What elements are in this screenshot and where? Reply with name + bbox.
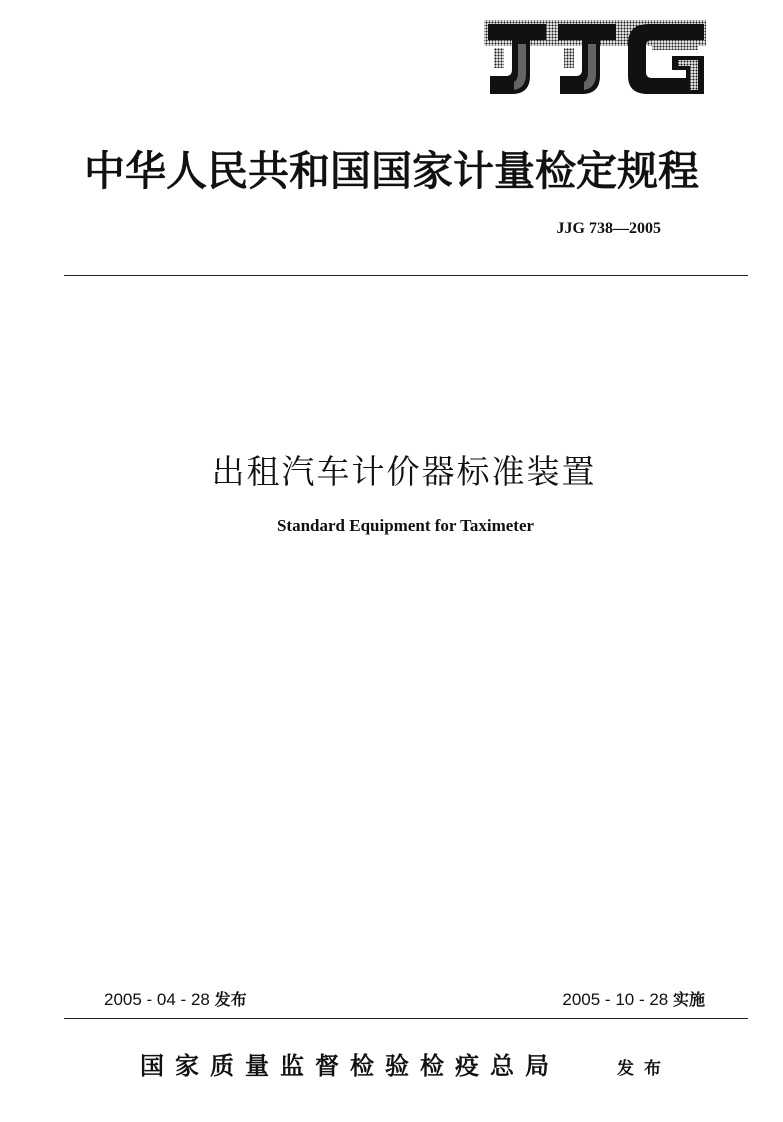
document-title-cn: 出租汽车计价器标准装置 bbox=[211, 452, 597, 491]
issue-date-line bbox=[104, 987, 247, 1010]
implementation-label: 实施 bbox=[672, 990, 705, 1009]
implementation-date: 2005 - 10 - 28 bbox=[562, 990, 669, 1009]
issue-label: 发布 bbox=[214, 990, 247, 1009]
bottom-divider bbox=[64, 1018, 748, 1019]
publisher-action: 发布 bbox=[617, 1059, 671, 1079]
regulation-series-title: 中华人民共和国国家计量检定规程 bbox=[84, 147, 699, 195]
implementation-date-line bbox=[562, 987, 705, 1010]
issue-date: 2005 - 04 - 28 bbox=[104, 990, 210, 1009]
document-title-en: Standard Equipment for Taximeter bbox=[276, 516, 535, 535]
jjg-logo-icon bbox=[482, 18, 708, 98]
top-divider bbox=[64, 275, 748, 276]
publisher-name: 国家质量监督检验检疫总局 bbox=[140, 1051, 560, 1080]
standard-number: JJG 738—2005 bbox=[556, 220, 661, 237]
